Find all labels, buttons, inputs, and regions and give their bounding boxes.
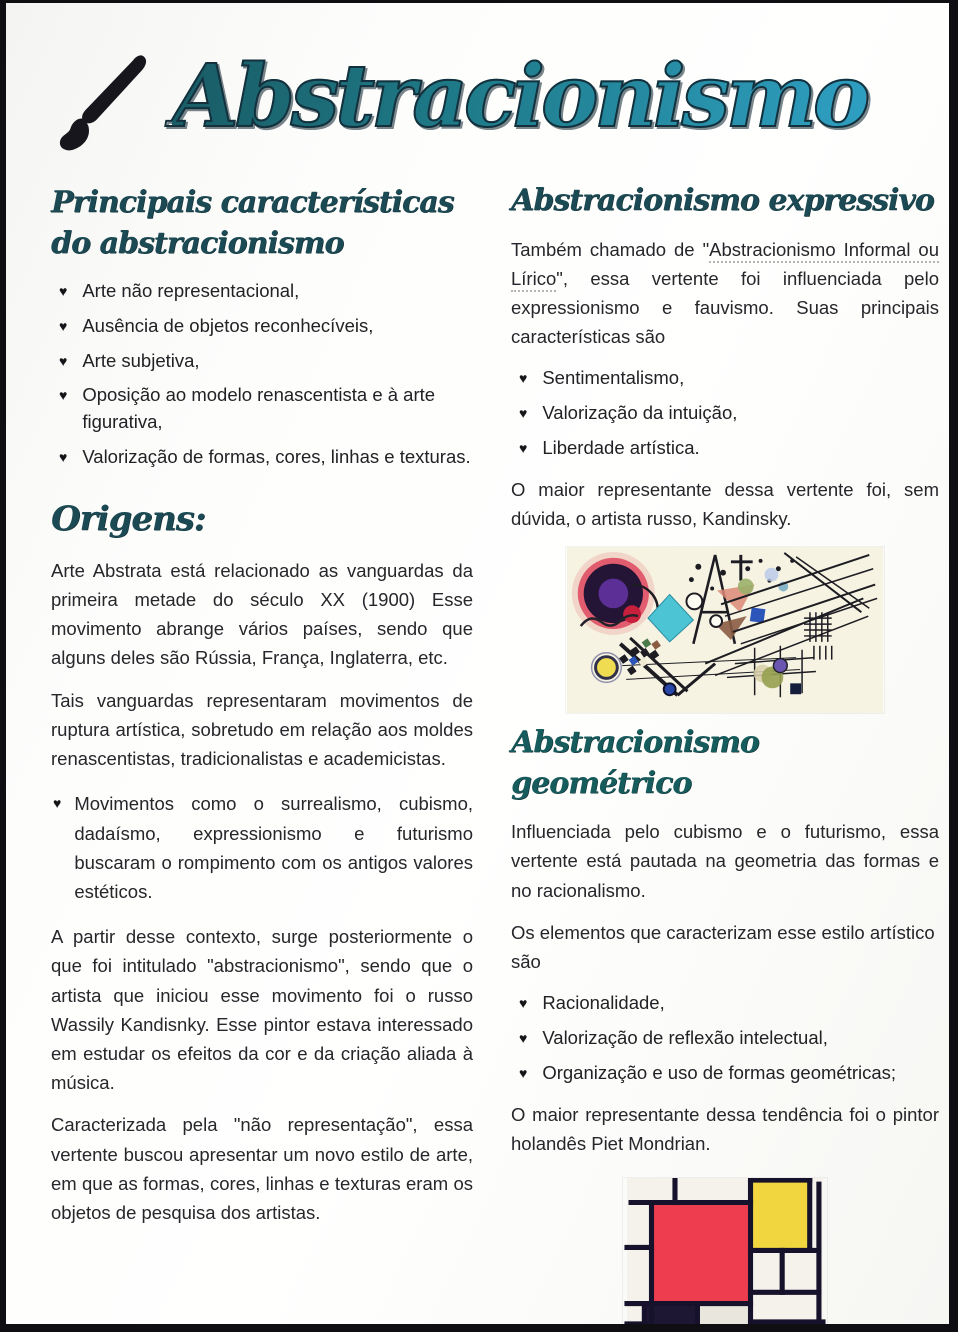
features-list: [51, 278, 473, 471]
list-item: [519, 1060, 939, 1087]
origins-heart-note-text: Movimentos como o surrealismo, cubismo, dadaísmo, expressionismo e futurismo buscaram o rompimento com os antigos valores estéticos.: [74, 793, 473, 902]
list-item: [519, 1025, 939, 1052]
list-item-text: Arte subjetiva,: [82, 349, 200, 371]
heart-bullet-icon: ♥: [519, 370, 528, 387]
list-item-text: Organização e uso de formas geométricas;: [542, 1061, 897, 1083]
heart-bullet-icon: ♥: [59, 387, 68, 404]
origins-paragraph-4: Caracterizada pela "não representação", essa vertente buscou apresentar um novo estilo de arte, em que as formas, cores, linhas e texturas eram os objetos de pesquisa dos artistas.: [51, 1114, 473, 1224]
heart-bullet-icon: ♥: [519, 1030, 528, 1047]
list-item-text: Valorização de reflexão intelectual,: [542, 1027, 828, 1049]
list-item-text: Arte não representacional,: [82, 280, 300, 301]
heart-bullet-icon: ♥: [53, 795, 62, 812]
heading-abstracionismo-geometrico: Abstracionismo geométrico: [511, 725, 759, 801]
list-item-text: Racionalidade,: [542, 992, 665, 1014]
list-item: [519, 365, 939, 392]
content-columns: [6, 163, 949, 1324]
column-left: [51, 177, 473, 1324]
geometric-paragraph-2: Os elementos que caracterizam esse estilo artístico são: [511, 921, 935, 973]
list-item-text: Liberdade artística.: [542, 437, 700, 458]
expressive-intro: [511, 235, 939, 352]
heading-principais-caracteristicas: Principais características do abstracionismo: [51, 185, 454, 261]
expressive-intro-pre: Também chamado de ": [511, 238, 710, 260]
origins-paragraph-1: Arte Abstrata está relacionado as vanguardas da primeira metade do século XX (1900) Esse movimento abrange vários países, sendo que alguns deles são Rússia, França, Inglaterra, etc.: [51, 559, 473, 669]
list-item-text: Valorização da intuição,: [542, 402, 738, 424]
mondrian-composition-painting: [623, 1178, 827, 1324]
list-item: [59, 278, 473, 305]
heart-bullet-icon: ♥: [519, 440, 528, 456]
paintbrush-icon: [54, 47, 158, 157]
kandinsky-abstract-painting: [566, 547, 884, 713]
notes-page: [6, 3, 949, 1324]
heading-abstracionismo-expressivo: Abstracionismo expressivo: [511, 183, 934, 218]
origins-paragraph-3: A partir desse contexto, surge posteriormente o que foi intitulado "abstracionismo", sendo que o artista que iniciou esse movimento foi o russo Wassily Kandisnky. Esse pintor estava interessado em estudar os efeitos da cor e da criação aliada à música.: [51, 926, 473, 1094]
list-item-text: Sentimentalismo,: [542, 367, 685, 389]
origins-heart-note: [51, 789, 473, 906]
list-item: [519, 435, 939, 462]
list-item: [519, 990, 939, 1017]
list-item: [59, 313, 473, 340]
expressive-list: [511, 365, 939, 461]
list-item: [519, 400, 939, 427]
expressive-intro-post: ", essa vertente foi influenciada pelo expressionismo e fauvismo. Suas principais características são: [511, 267, 939, 348]
heading-origens: Origens:: [51, 498, 206, 539]
page-title: Abstracionismo: [172, 46, 867, 147]
list-item-text: Oposição ao modelo renascentista e à arte figurativa,: [82, 384, 436, 433]
heart-bullet-icon: ♥: [519, 995, 528, 1012]
expressive-intro-underlined: Abstracionismo Informal ou Lírico: [511, 239, 939, 292]
geometric-outro: O maior representante dessa tendência foi o pintor holandês Piet Mondrian.: [511, 1103, 939, 1154]
list-item: [59, 382, 473, 436]
list-item-text: Valorização de formas, cores, linhas e texturas.: [82, 446, 471, 468]
list-item: [59, 444, 473, 471]
heart-bullet-icon: ♥: [519, 1064, 528, 1081]
title-row: [6, 3, 949, 163]
list-item-text: Ausência de objetos reconhecíveis,: [82, 314, 374, 336]
heart-bullet-icon: ♥: [59, 317, 68, 334]
geometric-paragraph-1: Influenciada pelo cubismo e o futurismo, essa vertente está pautada na geometria das formas e no racionalismo.: [511, 821, 939, 901]
heart-bullet-icon: ♥: [59, 449, 68, 466]
heart-bullet-icon: ♥: [59, 283, 68, 299]
heart-bullet-icon: ♥: [59, 352, 68, 369]
heart-bullet-icon: ♥: [519, 405, 528, 422]
origins-paragraph-2: Tais vanguardas representaram movimentos de ruptura artística, sobretudo em relação aos moldes renascentistas, tradicionalistas e academicistas.: [51, 689, 473, 770]
list-item: [59, 348, 473, 375]
column-right: [511, 177, 939, 1324]
expressive-outro: O maior representante dessa vertente foi, sem dúvida, o artista russo, Kandinsky.: [511, 478, 939, 530]
geometric-list: [511, 990, 939, 1086]
